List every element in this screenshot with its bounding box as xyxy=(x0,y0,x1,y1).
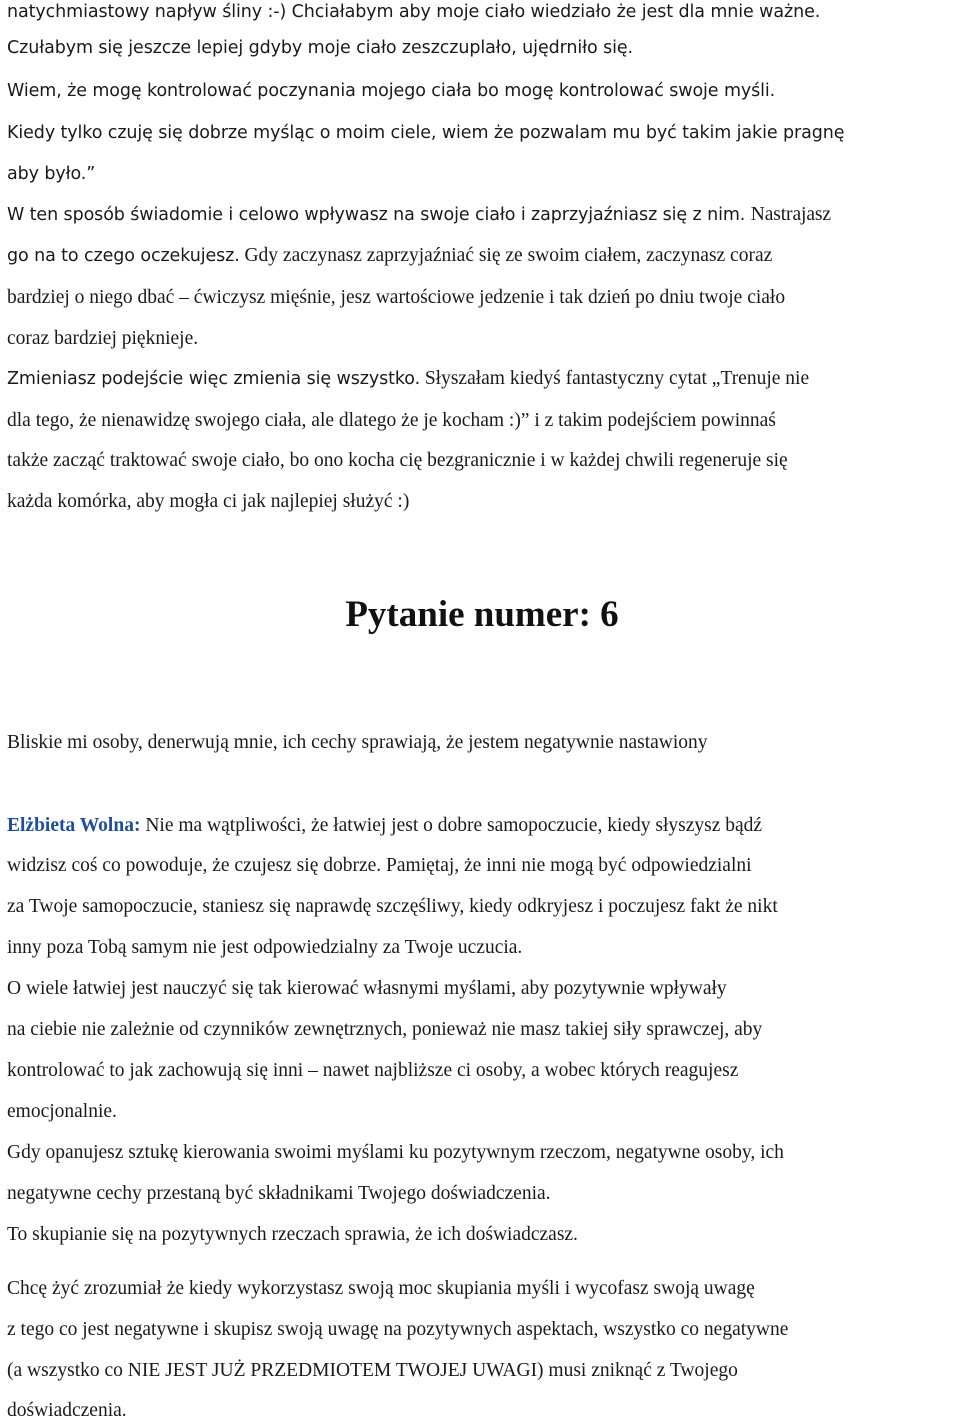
text-line xyxy=(7,854,752,878)
text-line: coraz bardziej piękniеje. xyxy=(7,328,199,349)
text-line: kontrolować to jak zachowują się inni – nawet najbliższe ci osoby, a wobec których reagujesz xyxy=(7,1060,739,1081)
text-line: za Twoje samopoczucie, staniesz się naprawdę szczęśliwy, kiedy odkryjesz i poczujesz fakt że nikt xyxy=(7,896,778,917)
text-line xyxy=(7,203,831,227)
text-line xyxy=(7,244,772,268)
text-span: Nie ma wątpliwości, że łatwiej jest o dobre samopoczucie, kiedy słyszysz bądź xyxy=(140,815,763,836)
text-span: go na to czego oczekujesz. xyxy=(7,246,240,266)
text-line: Wiem, że mogę kontrolować poczynania mojego ciała bo mogę kontrolować swoje myśli. xyxy=(7,81,776,101)
text-span: Pamiętaj, że inni nie mogą być odpowiedzialni xyxy=(386,855,752,876)
text-span: Gdy zaczynasz zaprzyjaźniać się ze swoim ciałem, zaczynasz coraz xyxy=(244,245,773,266)
text-span: widzisz coś co powoduje, że czujesz się dobrze. xyxy=(7,855,382,876)
question-text: Bliskie mi osoby, denerwują mnie, ich cechy sprawiają, że jestem negatywnie nastawiony xyxy=(7,732,708,753)
text-span: Zmieniasz podejście więc zmienia się wszystko. xyxy=(7,369,421,389)
text-line: inny poza Tobą samym nie jest odpowiedzialny za Twoje uczucia. xyxy=(7,937,523,958)
author-name: Elżbieta Wolna: xyxy=(7,815,141,836)
text-line: Czułabym się jeszcze lepiej gdyby moje ciało zeszczuplało, ujędrniło się. xyxy=(7,38,634,58)
text-line: także zacząć traktować swoje ciało, bo ono kocha cię bezgranicznie i w każdej chwili regeneruje się xyxy=(7,450,788,471)
text-line: (a wszystko co NIE JEST JUŻ PRZEDMIOTEM TWOJEJ UWAGI) musi zniknąć z Twojego xyxy=(7,1360,738,1381)
text-line: emocjonalnie. xyxy=(7,1101,117,1122)
text-line: O wiele łatwiej jest nauczyć się tak kierować własnymi myślami, aby pozytywnie wpływały xyxy=(7,978,727,999)
text-line: z tego co jest negatywne i skupisz swoją uwagę na pozytywnych aspektach, wszystko co negatywne xyxy=(7,1319,789,1340)
text-line: każda komórka, aby mogła ci jak najlepiej służyć :) xyxy=(7,491,410,512)
text-span: Nastrajasz xyxy=(750,204,831,225)
text-line: bardziej o niego dbać – ćwiczysz mięśnie, jesz wartościowe jedzenie i tak dzień po dniu twoje ciało xyxy=(7,287,786,308)
text-line: natychmiastowy napływ śliny :-) Chciałabym aby moje ciało wiedziało że jest dla mnie ważne. xyxy=(7,2,821,22)
text-line: Kiedy tylko czuję się dobrze myśląc o moim ciele, wiem że pozwalam mu być takim jakie pragnę xyxy=(7,123,845,143)
text-span: W ten sposób świadomie i celowo wpływasz na swoje ciało i zaprzyjaźniasz się z nim. xyxy=(7,205,746,225)
text-span: Słyszałam kiedyś fantastyczny cytat „Trenuje nie xyxy=(424,368,810,389)
text-line xyxy=(7,367,809,391)
text-line: aby było.” xyxy=(7,164,96,184)
text-line: dla tego, że nienawidzę swojego ciała, ale dlatego że je kocham :)” i z takim podejściem powinnaś xyxy=(7,410,776,431)
section-heading: Pytanie numer: 6 xyxy=(345,594,619,635)
text-line: To skupianie się na pozytywnych rzeczach sprawia, że ich doświadczasz. xyxy=(7,1224,578,1245)
text-line: negatywne cechy przestaną być składnikami Twojego doświadczenia. xyxy=(7,1183,551,1204)
text-line: Chcę żyć zrozumiał że kiedy wykorzystasz swoją moc skupiania myśli i wycofasz swoją uwagę xyxy=(7,1278,755,1299)
text-line: Gdy opanujesz sztukę kierowania swoimi myślami ku pozytywnym rzeczom, negatywne osoby, ich xyxy=(7,1142,784,1163)
text-line: doświadczenia. xyxy=(7,1400,127,1421)
text-line: na ciebie nie zależnie od czynników zewnętrznych, ponieważ nie masz takiej siły sprawczej, aby xyxy=(7,1019,763,1040)
answer-first-line xyxy=(7,814,762,838)
